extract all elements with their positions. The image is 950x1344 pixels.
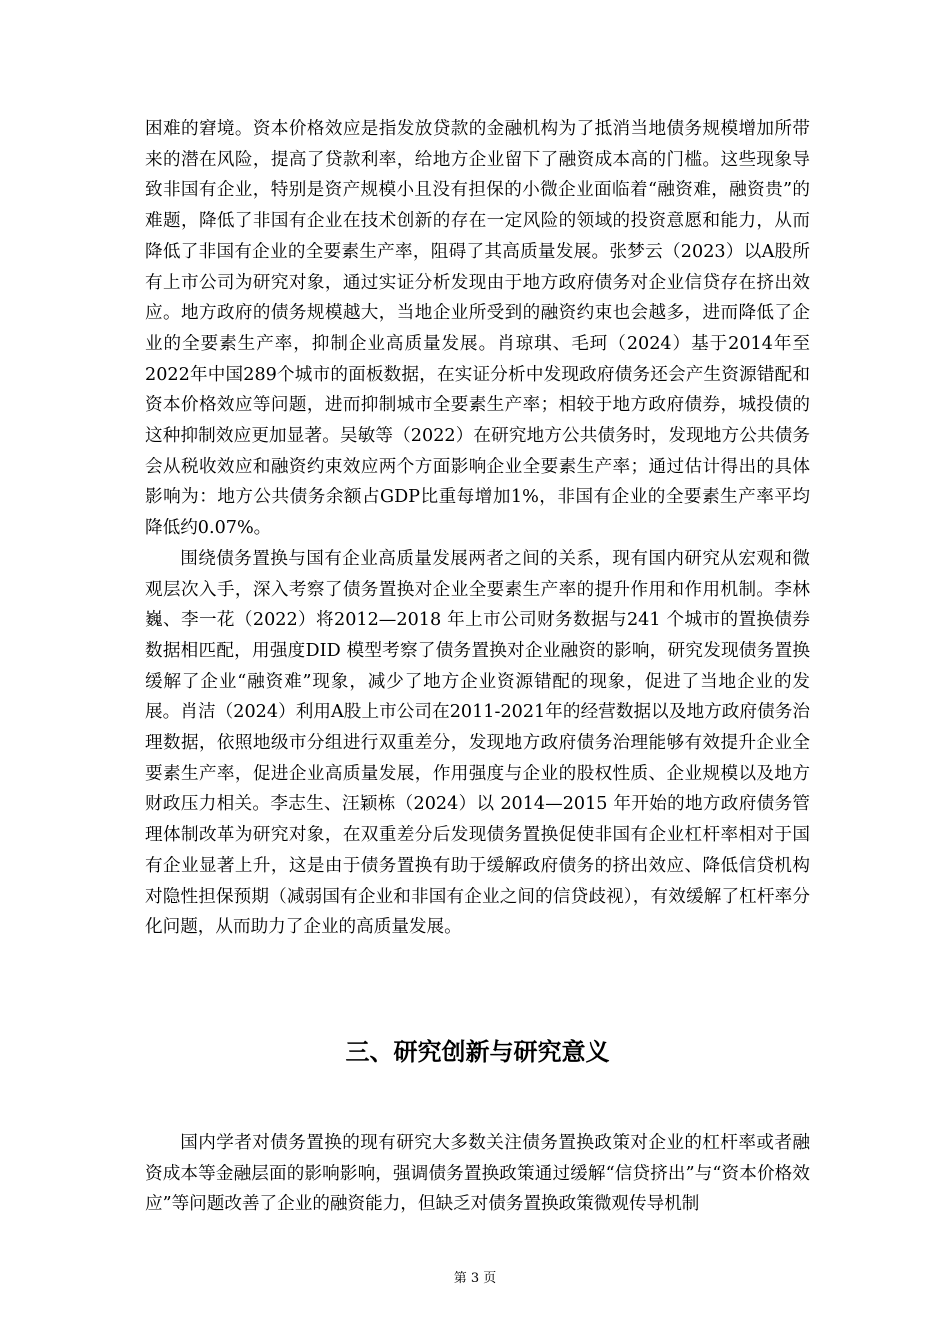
page-footer bbox=[0, 1270, 950, 1288]
body-text-top bbox=[145, 114, 810, 943]
body-text-bottom bbox=[145, 1128, 810, 1220]
paragraph-research-innovation: 国内学者对债务置换的现有研究大多数关注债务置换政策对企业的杠杆率或者融资成本等金融层面的影响影响，强调债务置换政策通过缓解“信贷挤出”与“资本价格效应”等问题改善了企业的融资能力，但缺乏对债务置换政策微观传导机制 bbox=[145, 1133, 810, 1215]
section-heading: 三、研究创新与研究意义 bbox=[345, 1038, 610, 1066]
paragraph-debt-swap-review: 围绕债务置换与国有企业高质量发展两者之间的关系，现有国内研究从宏观和微观层次入手，深入考察了债务置换对企业全要素生产率的提升作用和作用机制。李林巍、李一花（2022）将2012—2018 年上市公司财务数据与241 个城市的置换债券数据相匹配，用强度DID 模型考察了债务置换对企业融资的影响，研究发现债务置换缓解了企业“融资难”现象，减少了地方企业资源错配的现象，促进了当地企业的发展。肖洁（2024）利用A股上市公司在2011-2021年的经营数据以及地方政府债务治理数据，依照地级市分组进行双重差分，发现地方政府债务治理能够有效提升企业全要素生产率，促进企业高质量发展，作用强度与企业的股权性质、企业规模以及地方财政压力相关。李志生、汪颖栋（2024）以 2014—2015 年开始的地方政府债务管理体制改革为研究对象，在双重差分后发现债务置换促使非国有企业杠杆率相对于国有企业显著上升，这是由于债务置换有助于缓解政府债务的挤出效应、降低信贷机构对隐性担保预期（减弱国有企业和非国有企业之间的信贷歧视），有效缓解了杠杆率分化问题，从而助力了企业的高质量发展。 bbox=[145, 548, 810, 938]
page-number: 第 3 页 bbox=[453, 1271, 497, 1286]
paragraph-debt-impact-review: 困难的窘境。资本价格效应是指发放贷款的金融机构为了抵消当地债务规模增加所带来的潜在风险，提高了贷款利率，给地方企业留下了融资成本高的门槛。这些现象导致非国有企业，特别是资产规模小且没有担保的小微企业面临着“融资难，融资贵”的难题，降低了非国有企业在技术创新的存在一定风险的领域的投资意愿和能力，从而降低了非国有企业的全要素生产率，阻碍了其高质量发展。张梦云（2023）以A股所有上市公司为研究对象，通过实证分析发现由于地方政府债务对企业信贷存在挤出效应。地方政府的债务规模越大，当地企业所受到的融资约束也会越多，进而降低了企业的全要素生产率，抑制企业高质量发展。肖琼琪、毛珂（2024）基于2014年至2022年中国289个城市的面板数据，在实证分析中发现政府债务还会产生资源错配和资本价格效应等问题，进而抑制城市全要素生产率；相较于地方政府债券，城投债的这种抑制效应更加显著。吴敏等（2022）在研究地方公共债务时，发现地方公共债务会从税收效应和融资约束效应两个方面影响企业全要素生产率；通过估计得出的具体影响为：地方公共债务余额占GDP比重每增加1%，非国有企业的全要素生产率平均降低约0.07%。 bbox=[145, 119, 810, 539]
